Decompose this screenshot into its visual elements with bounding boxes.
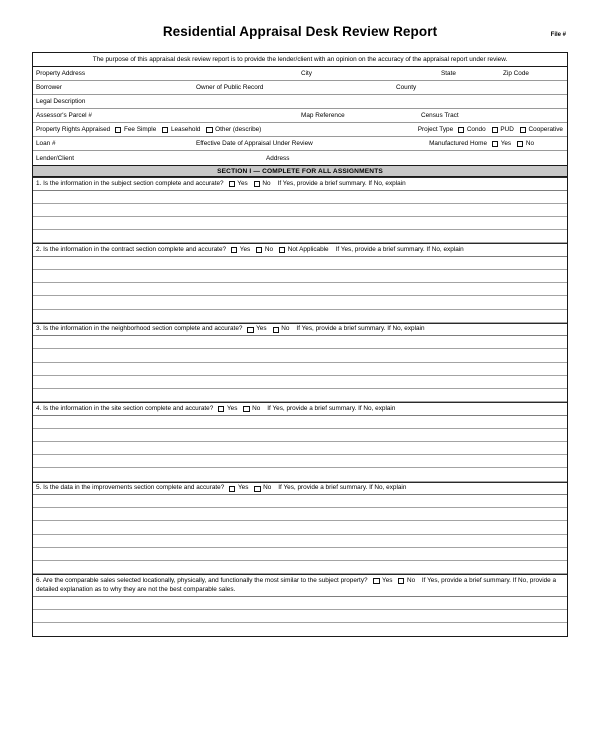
title-row — [32, 24, 568, 52]
question-2-not-applicable-checkbox[interactable] — [279, 247, 285, 253]
state-field[interactable]: State — [441, 70, 456, 77]
question-4-instruction: If Yes, provide a brief summary. If No, explain — [267, 404, 396, 412]
question-5-instruction: If Yes, provide a brief summary. If No, explain — [278, 484, 407, 492]
question-6-number: 6. — [36, 577, 42, 585]
borrower-field[interactable]: Borrower — [36, 84, 62, 91]
answer-line[interactable] — [33, 429, 567, 442]
assessors-parcel-field[interactable]: Assessor's Parcel # — [36, 112, 92, 119]
answer-line[interactable] — [33, 283, 567, 296]
answer-line[interactable] — [33, 376, 567, 389]
lender-client-row — [33, 151, 567, 165]
question-3-yes-checkbox[interactable] — [247, 327, 253, 333]
question-1 — [33, 177, 567, 191]
answer-line[interactable] — [33, 270, 567, 283]
answer-line[interactable] — [33, 597, 567, 610]
question-2-option-not-applicable[interactable] — [279, 246, 330, 255]
answer-line[interactable] — [33, 623, 567, 636]
project-type-label: Project Type — [417, 126, 454, 133]
legal-description-row — [33, 95, 567, 109]
question-5-no-checkbox[interactable] — [254, 486, 260, 492]
other-describe-checkbox[interactable] — [206, 127, 212, 133]
question-3-number: 3. — [36, 325, 42, 333]
question-2-number: 2. — [36, 245, 42, 253]
question-3-option-no[interactable] — [273, 325, 291, 334]
answer-line[interactable] — [33, 521, 567, 534]
answer-line[interactable] — [33, 336, 567, 349]
question-1-text: Is the information in the subject section complete and accurate? — [43, 179, 224, 187]
question-3-option-yes[interactable] — [247, 325, 267, 334]
census-tract-field[interactable]: Census Tract — [421, 112, 459, 119]
purpose-statement: The purpose of this appraisal desk review report is to provide the lender/client with an opinion on the accuracy of the appraisal report under review. — [33, 53, 567, 67]
question-4-number: 4. — [36, 404, 42, 412]
question-5-no-label: No — [263, 484, 272, 492]
question-6-instruction: If Yes, provide a brief summary. If No, provide a detailed explanation as to why they are not the best comparable sales. — [36, 577, 557, 593]
city-field[interactable]: City — [301, 70, 313, 77]
lender-client-field[interactable]: Lender/Client — [36, 154, 75, 162]
map-reference-field[interactable]: Map Reference — [301, 112, 345, 119]
checkbox-manufactured-yes[interactable] — [492, 140, 512, 147]
question-1-instruction: If Yes, provide a brief summary. If No, explain — [277, 179, 406, 187]
other-describe-label: Other (describe) — [215, 126, 262, 133]
question-6-yes-checkbox[interactable] — [373, 578, 379, 584]
answer-line[interactable] — [33, 495, 567, 508]
question-4-yes-label: Yes — [226, 404, 238, 412]
cooperative-label: Cooperative — [528, 126, 563, 133]
answer-line[interactable] — [33, 442, 567, 455]
question-2 — [33, 243, 567, 257]
checkbox-other-describe[interactable] — [206, 126, 262, 133]
question-3-instruction: If Yes, provide a brief summary. If No, explain — [296, 325, 425, 333]
answer-line[interactable] — [33, 535, 567, 548]
property-address-row — [33, 67, 567, 81]
question-4-text: Is the information in the site section complete and accurate? — [43, 404, 214, 412]
question-2-option-no[interactable] — [256, 246, 274, 255]
leasehold-label: Leasehold — [170, 126, 201, 133]
question-2-instruction: If Yes, provide a brief summary. If No, explain — [335, 245, 464, 253]
question-4-no-checkbox[interactable] — [243, 406, 249, 412]
page-title: Residential Appraisal Desk Review Report — [162, 24, 438, 39]
checkbox-fee-simple[interactable] — [115, 126, 157, 133]
question-2-option-yes[interactable] — [231, 246, 251, 255]
manufactured-home-group — [429, 140, 567, 147]
question-2-no-label: No — [264, 245, 274, 253]
legal-description-field[interactable]: Legal Description — [36, 98, 86, 105]
property-rights-label: Property Rights Appraised — [36, 126, 111, 133]
answer-line[interactable] — [33, 508, 567, 521]
county-field[interactable]: County — [396, 84, 417, 91]
zip-code-field[interactable]: Zip Code — [503, 70, 529, 77]
condo-label: Condo — [466, 126, 486, 133]
file-number-label: File # — [550, 32, 566, 38]
answer-line[interactable] — [33, 349, 567, 362]
property-rights-row — [33, 123, 567, 137]
checkbox-cooperative[interactable] — [520, 126, 564, 133]
address-field[interactable]: Address — [266, 154, 290, 162]
manufactured-home-no-label: No — [525, 140, 534, 147]
question-5-option-no[interactable] — [254, 484, 272, 493]
answer-line[interactable] — [33, 257, 567, 270]
answer-line[interactable] — [33, 230, 567, 243]
question-4 — [33, 402, 567, 416]
checkbox-manufactured-no[interactable] — [517, 140, 535, 147]
question-6 — [33, 574, 567, 597]
question-3-text: Is the information in the neighborhood section complete and accurate? — [43, 325, 243, 333]
question-5-yes-checkbox[interactable] — [229, 486, 235, 492]
question-3-no-label: No — [281, 325, 290, 333]
question-1-yes-checkbox[interactable] — [229, 181, 235, 187]
pud-checkbox[interactable] — [492, 127, 498, 133]
section-one-header: SECTION I — COMPLETE FOR ALL ASSIGNMENTS — [33, 165, 567, 177]
question-1-yes-label: Yes — [237, 179, 248, 187]
question-6-yes-label: Yes — [382, 577, 393, 585]
answer-line[interactable] — [33, 191, 567, 204]
question-4-option-no[interactable] — [243, 405, 261, 414]
manufactured-home-yes-label: Yes — [500, 140, 512, 147]
loan-row — [33, 137, 567, 151]
loan-number-field[interactable]: Loan # — [36, 140, 56, 147]
question-3-no-checkbox[interactable] — [273, 327, 279, 333]
question-5-text: Is the data in the improvements section complete and accurate? — [43, 484, 225, 492]
effective-date-field[interactable]: Effective Date of Appraisal Under Review — [196, 140, 313, 147]
answer-line[interactable] — [33, 455, 567, 468]
leasehold-checkbox[interactable] — [162, 127, 168, 133]
fee-simple-checkbox[interactable] — [115, 127, 121, 133]
property-address-field[interactable]: Property Address — [36, 70, 86, 77]
question-1-option-no[interactable] — [254, 180, 272, 189]
question-5-option-yes[interactable] — [229, 484, 249, 493]
appraisal-form-page — [0, 24, 600, 754]
question-2-not-applicable-label: Not Applicable — [287, 245, 329, 253]
question-6-text: Are the comparable sales selected locationally, physically, and functionally the most similar to the subject property? — [42, 577, 368, 585]
question-3 — [33, 323, 567, 337]
question-5-yes-label: Yes — [237, 484, 249, 492]
question-1-no-checkbox[interactable] — [254, 181, 260, 187]
question-1-option-yes[interactable] — [229, 180, 249, 189]
condo-checkbox[interactable] — [458, 127, 464, 133]
cooperative-checkbox[interactable] — [520, 127, 526, 133]
answer-line[interactable] — [33, 468, 567, 481]
question-2-yes-label: Yes — [239, 245, 251, 253]
question-3-yes-label: Yes — [256, 325, 267, 333]
answer-line[interactable] — [33, 548, 567, 561]
question-1-number: 1. — [36, 179, 42, 187]
question-5-number: 5. — [36, 484, 42, 492]
question-1-no-label: No — [262, 179, 271, 187]
project-type-group — [418, 126, 567, 133]
answer-line[interactable] — [33, 296, 567, 309]
manufactured-home-yes-checkbox[interactable] — [492, 141, 498, 147]
answer-line[interactable] — [33, 204, 567, 217]
checkbox-condo[interactable] — [458, 126, 487, 133]
form-frame — [32, 52, 568, 637]
fee-simple-label: Fee Simple — [123, 126, 157, 133]
answer-line[interactable] — [33, 389, 567, 402]
answer-line[interactable] — [33, 416, 567, 429]
owner-of-public-record-field[interactable]: Owner of Public Record — [196, 84, 264, 91]
borrower-row — [33, 81, 567, 95]
question-5 — [33, 482, 567, 496]
parcel-row — [33, 109, 567, 123]
answer-line[interactable] — [33, 310, 567, 323]
manufactured-home-label: Manufactured Home — [429, 140, 488, 147]
question-6-no-label: No — [406, 577, 416, 585]
question-2-text: Is the information in the contract section complete and accurate? — [43, 245, 227, 253]
answer-line[interactable] — [33, 363, 567, 376]
checkbox-leasehold[interactable] — [162, 126, 201, 133]
question-6-no-checkbox[interactable] — [398, 578, 404, 584]
question-2-yes-checkbox[interactable] — [231, 247, 237, 253]
manufactured-home-no-checkbox[interactable] — [517, 141, 523, 147]
question-4-yes-checkbox[interactable] — [218, 406, 224, 412]
pud-label: PUD — [500, 126, 514, 133]
question-2-no-checkbox[interactable] — [256, 247, 262, 253]
answer-line[interactable] — [33, 610, 567, 623]
checkbox-pud[interactable] — [492, 126, 515, 133]
answer-line[interactable] — [33, 561, 567, 574]
question-4-option-yes[interactable] — [218, 405, 238, 414]
question-4-no-label: No — [252, 404, 261, 412]
answer-line[interactable] — [33, 217, 567, 230]
